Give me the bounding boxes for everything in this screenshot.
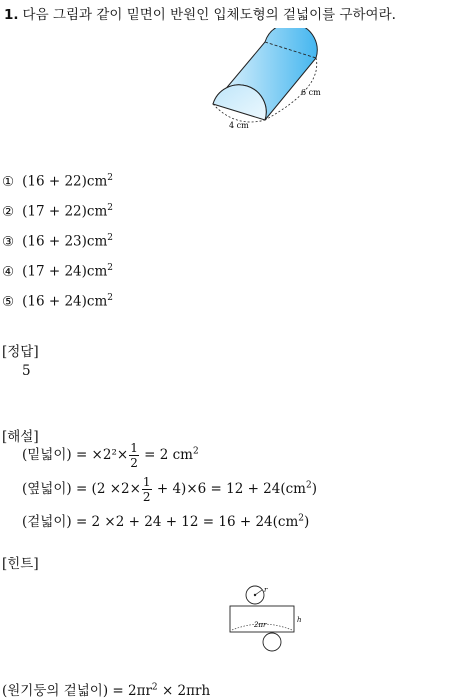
cylinder-net-figure	[224, 584, 308, 656]
option-3-text: (16 + 23)cm	[22, 233, 108, 250]
answer-header: [정답]	[2, 344, 39, 360]
expl-2-close: )	[311, 481, 318, 497]
half-cylinder-figure	[205, 28, 335, 132]
explanation-line-3	[22, 510, 309, 530]
hint-r-label: r	[264, 586, 268, 594]
expl-2-post: + 4)×6 = 12 + 24(cm	[152, 481, 306, 497]
option-4-number: ④	[2, 263, 15, 280]
expl-1-post: = 2 cm	[139, 447, 193, 463]
option-2[interactable]	[2, 203, 113, 220]
height-label: 6 cm	[301, 88, 321, 97]
explanation-line-2	[22, 476, 317, 503]
expl-3-pre: (겉넓이) = 2 ×2 + 24 + 12 = 16 + 24(cm	[22, 514, 299, 530]
answer-value: 5	[22, 363, 31, 379]
option-5[interactable]	[2, 293, 113, 310]
expl-3-close: )	[303, 514, 310, 530]
hint-formula-post: × 2πrh	[157, 683, 211, 699]
hint-formula-sup: 2	[151, 682, 158, 693]
option-5-sup: 2	[107, 293, 113, 303]
hint-header: [힌트]	[2, 556, 39, 572]
frac-den: 2	[130, 456, 138, 470]
expl-3-sup: 2	[298, 513, 304, 524]
option-4-text: (17 + 24)cm	[22, 263, 108, 280]
radius-label: 4 cm	[229, 121, 249, 130]
question-text: 다음 그림과 같이 밑면이 반원인 입체도형의 겉넓이를 구하여라.	[22, 7, 396, 23]
hint-formula	[2, 679, 210, 699]
option-2-number: ②	[2, 203, 15, 220]
hint-circ-label: 2πr	[254, 621, 267, 629]
frac-num: 1	[130, 441, 138, 455]
option-4-sup: 2	[107, 263, 113, 273]
expl-1-sup: 2	[192, 446, 199, 457]
option-3[interactable]	[2, 233, 113, 250]
option-3-number: ③	[2, 233, 15, 250]
expl-2-pre: (옆넓이) = (2 ×2×	[22, 481, 141, 497]
expl-1-pre: (밑넓이) = ×2²×	[22, 447, 129, 463]
option-3-sup: 2	[107, 233, 113, 243]
option-1-number: ①	[2, 173, 15, 190]
option-1-sup: 2	[107, 173, 113, 183]
frac-num: 1	[142, 475, 151, 489]
explanation-header: [해설]	[2, 429, 39, 445]
explanation-line-1	[22, 442, 199, 469]
option-1-text: (16 + 22)cm	[22, 173, 108, 190]
question	[4, 3, 396, 23]
option-2-sup: 2	[107, 203, 113, 213]
frac-den: 2	[142, 490, 151, 504]
expl-2-sup: 2	[306, 480, 312, 491]
fraction	[129, 442, 139, 469]
option-1[interactable]	[2, 173, 113, 190]
question-number: 1.	[4, 7, 19, 23]
hint-h-label: h	[297, 616, 302, 624]
fraction	[142, 476, 152, 503]
hint-formula-text: (원기둥의 겉넓이) = 2πr	[2, 683, 152, 699]
option-2-text: (17 + 22)cm	[22, 203, 108, 220]
option-4[interactable]	[2, 263, 113, 280]
option-5-text: (16 + 24)cm	[22, 293, 108, 310]
option-5-number: ⑤	[2, 293, 15, 310]
